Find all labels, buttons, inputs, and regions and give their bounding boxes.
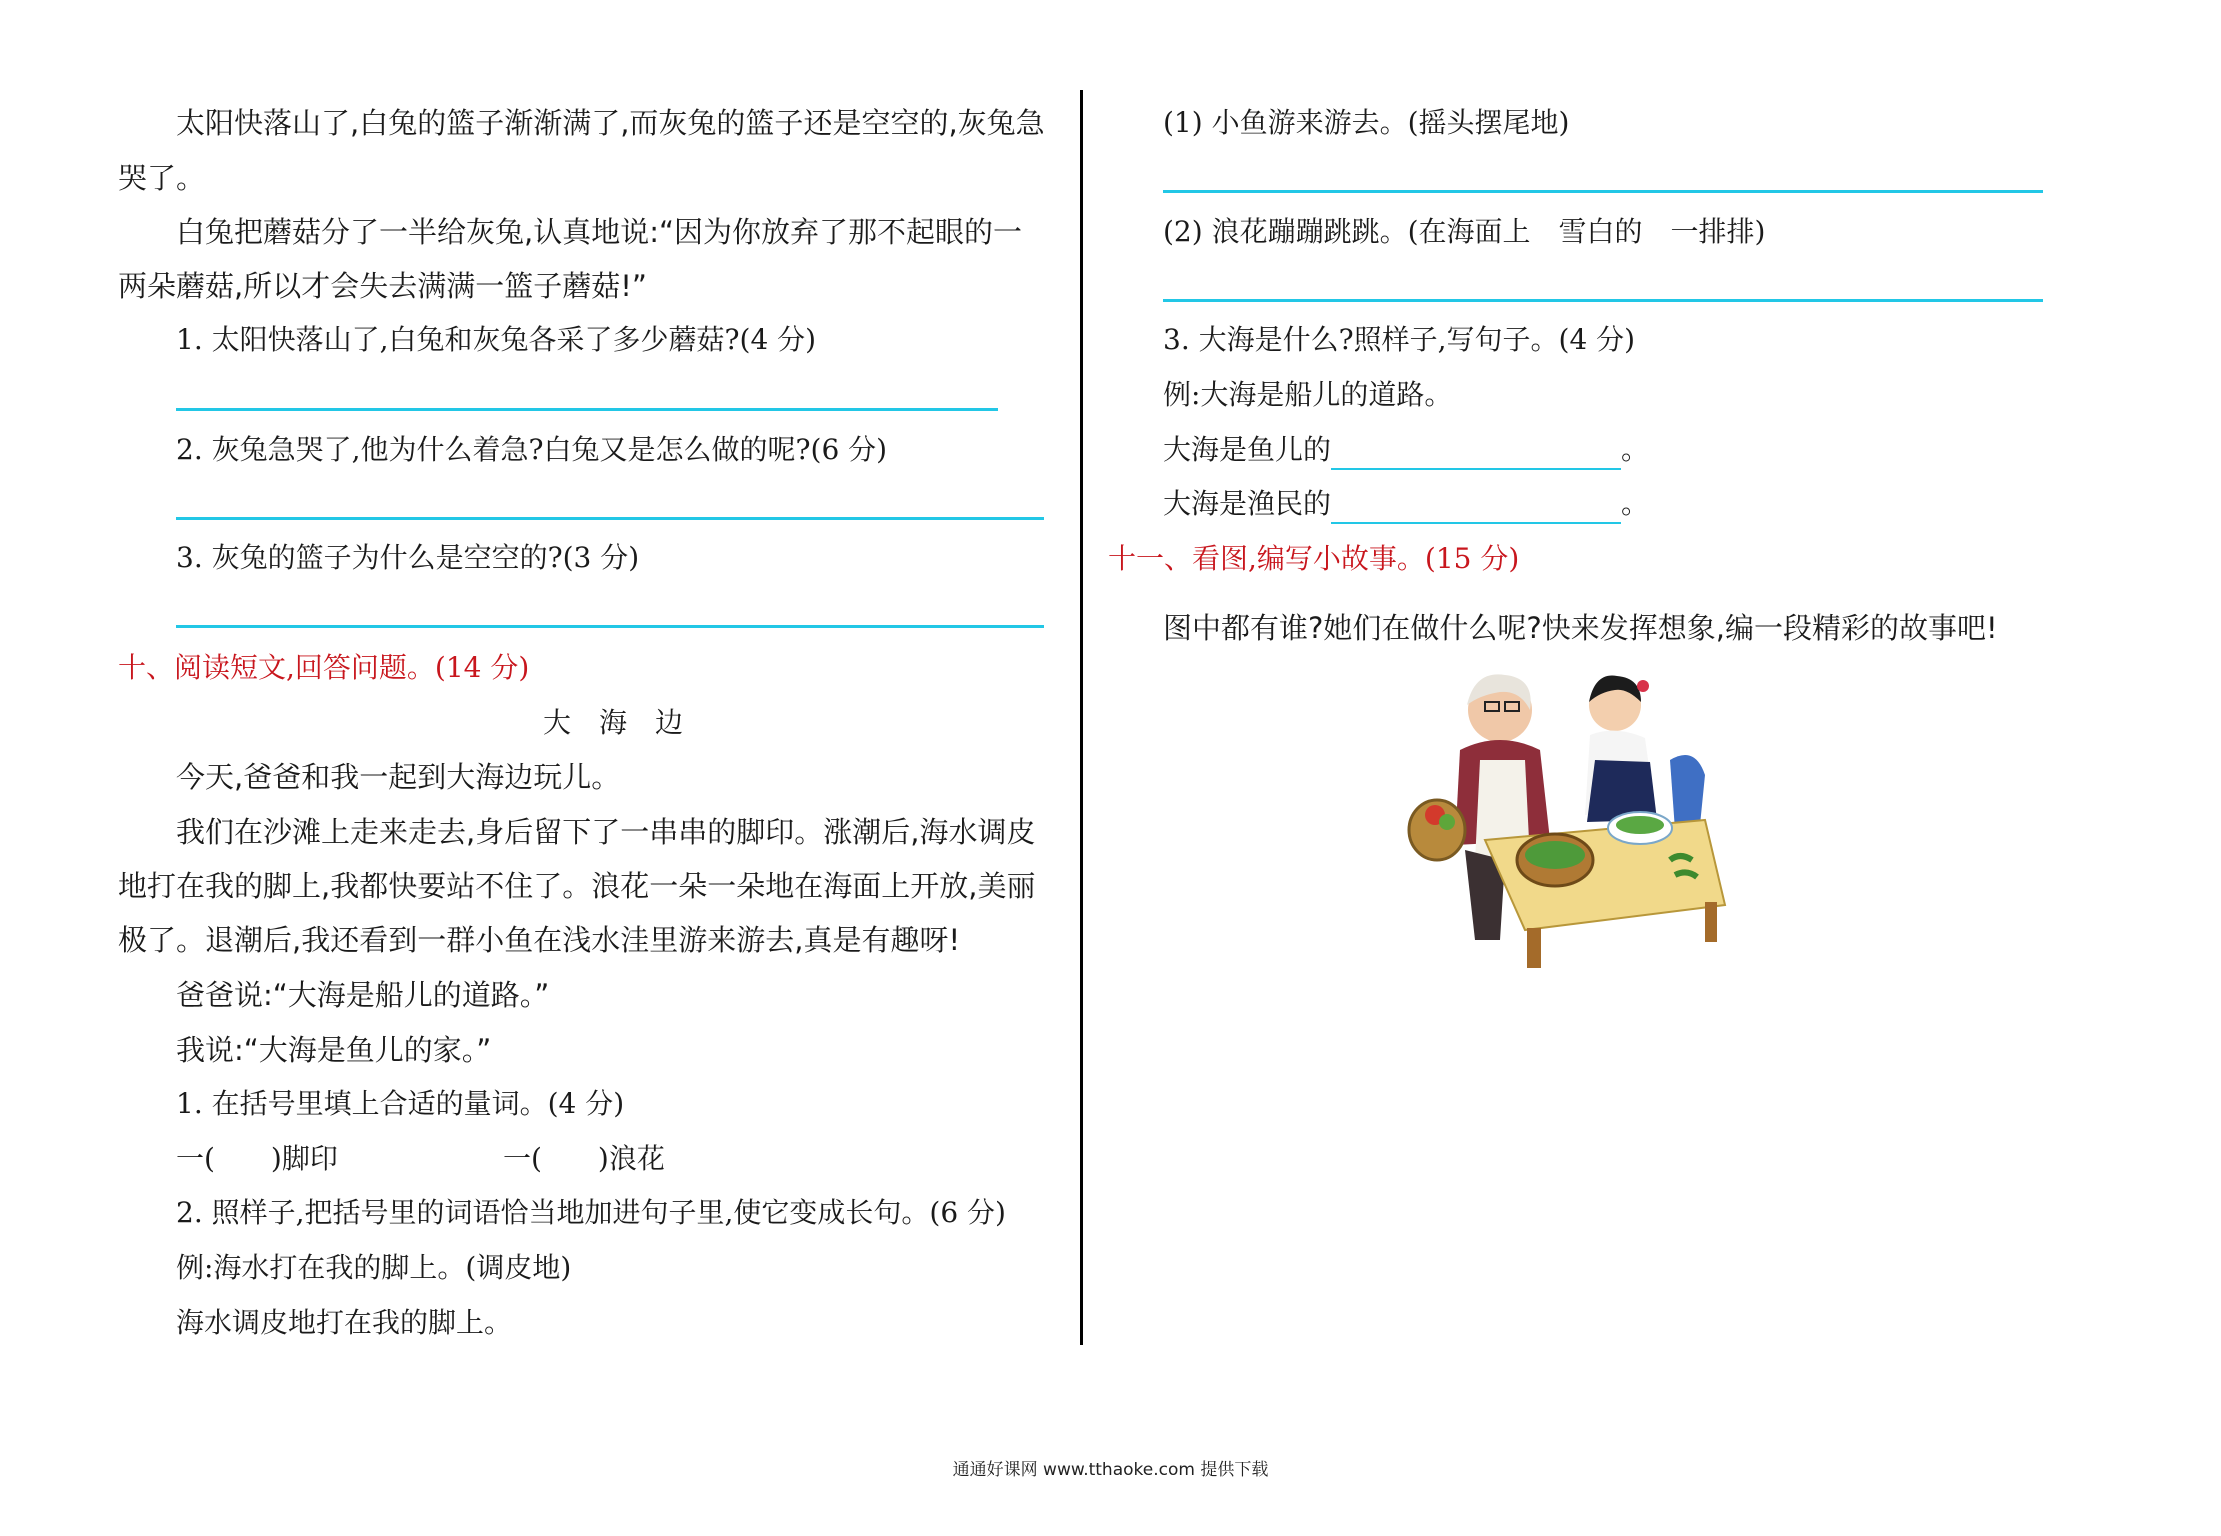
rewrite-1: (1) 小鱼游来游去。(摇头摆尾地) (1163, 106, 1570, 139)
blank-input[interactable] (1331, 494, 1621, 524)
section-11-heading: 十一、看图,编写小故事。(15 分) (1108, 542, 1520, 575)
story-line: 哭了。 (118, 161, 206, 195)
answer-line[interactable] (176, 517, 1044, 520)
illustration-grandma-girl (1405, 650, 1745, 970)
passage-line: 极了。退潮后,我还看到一群小鱼在浅水洼里游来游去,真是有趣呀! (118, 923, 961, 957)
story-prompt: 图中都有谁?她们在做什么呢?快来发挥想象,编一段精彩的故事吧! (1163, 611, 1998, 645)
story-line: 两朵蘑菇,所以才会失去满满一篮子蘑菇!” (118, 269, 647, 303)
passage-line: 地打在我的脚上,我都快要站不住了。浪花一朵一朵地在海面上开放,美丽 (118, 869, 1036, 903)
exercise-1: 1. 在括号里填上合适的量词。(4 分) (176, 1087, 625, 1120)
blank-input[interactable] (1331, 440, 1621, 470)
answer-line[interactable] (176, 408, 998, 411)
chair (1670, 755, 1705, 830)
story-line: 太阳快落山了,白兔的篮子渐渐满了,而灰兔的篮子还是空空的,灰兔急 (176, 106, 1045, 140)
question-3: 3. 灰兔的篮子为什么是空空的?(3 分) (176, 541, 640, 574)
sentence-prefix: 大海是渔民的 (1163, 487, 1332, 520)
fill-blank[interactable]: 一( )浪花 (503, 1142, 665, 1175)
section-10-heading: 十、阅读短文,回答问题。(14 分) (118, 651, 530, 684)
column-divider (1080, 90, 1083, 1345)
sentence-fill (1163, 484, 1649, 524)
story-line: 白兔把蘑菇分了一半给灰兔,认真地说:“因为你放弃了那不起眼的一 (176, 215, 1023, 249)
rewrite-2: (2) 浪花蹦蹦跳跳。(在海面上 雪白的 一排排) (1163, 215, 1766, 248)
passage-title: 大 海 边 (543, 706, 684, 739)
answer-line[interactable] (1163, 299, 2043, 302)
passage-line: 爸爸说:“大海是船儿的道路。” (176, 978, 550, 1012)
sentence-fill (1163, 430, 1649, 470)
question-r3: 3. 大海是什么?照样子,写句子。(4 分) (1163, 323, 1636, 356)
fill-blank[interactable]: 一( )脚印 (176, 1142, 338, 1175)
period: 。 (1621, 487, 1650, 520)
sentence-prefix: 大海是鱼儿的 (1163, 433, 1332, 466)
example-answer: 海水调皮地打在我的脚上。 (176, 1306, 513, 1339)
example-line: 例:海水打在我的脚上。(调皮地) (176, 1251, 572, 1284)
question-2: 2. 灰兔急哭了,他为什么着急?白兔又是怎么做的呢?(6 分) (176, 433, 888, 466)
question-1: 1. 太阳快落山了,白兔和灰兔各采了多少蘑菇?(4 分) (176, 323, 817, 356)
passage-line: 我们在沙滩上走来走去,身后留下了一串串的脚印。涨潮后,海水调皮 (176, 815, 1036, 849)
passage-line: 今天,爸爸和我一起到大海边玩儿。 (176, 760, 621, 794)
footer-credit: 通通好课网 www.tthaoke.com 提供下载 (952, 1460, 1269, 1480)
passage-line: 我说:“大海是鱼儿的家。” (176, 1033, 492, 1067)
answer-line[interactable] (1163, 190, 2043, 193)
exercise-2: 2. 照样子,把括号里的词语恰当地加进句子里,使它变成长句。(6 分) (176, 1196, 1006, 1229)
period: 。 (1621, 433, 1650, 466)
example-line: 例:大海是船儿的道路。 (1163, 378, 1453, 411)
answer-line[interactable] (176, 625, 1044, 628)
